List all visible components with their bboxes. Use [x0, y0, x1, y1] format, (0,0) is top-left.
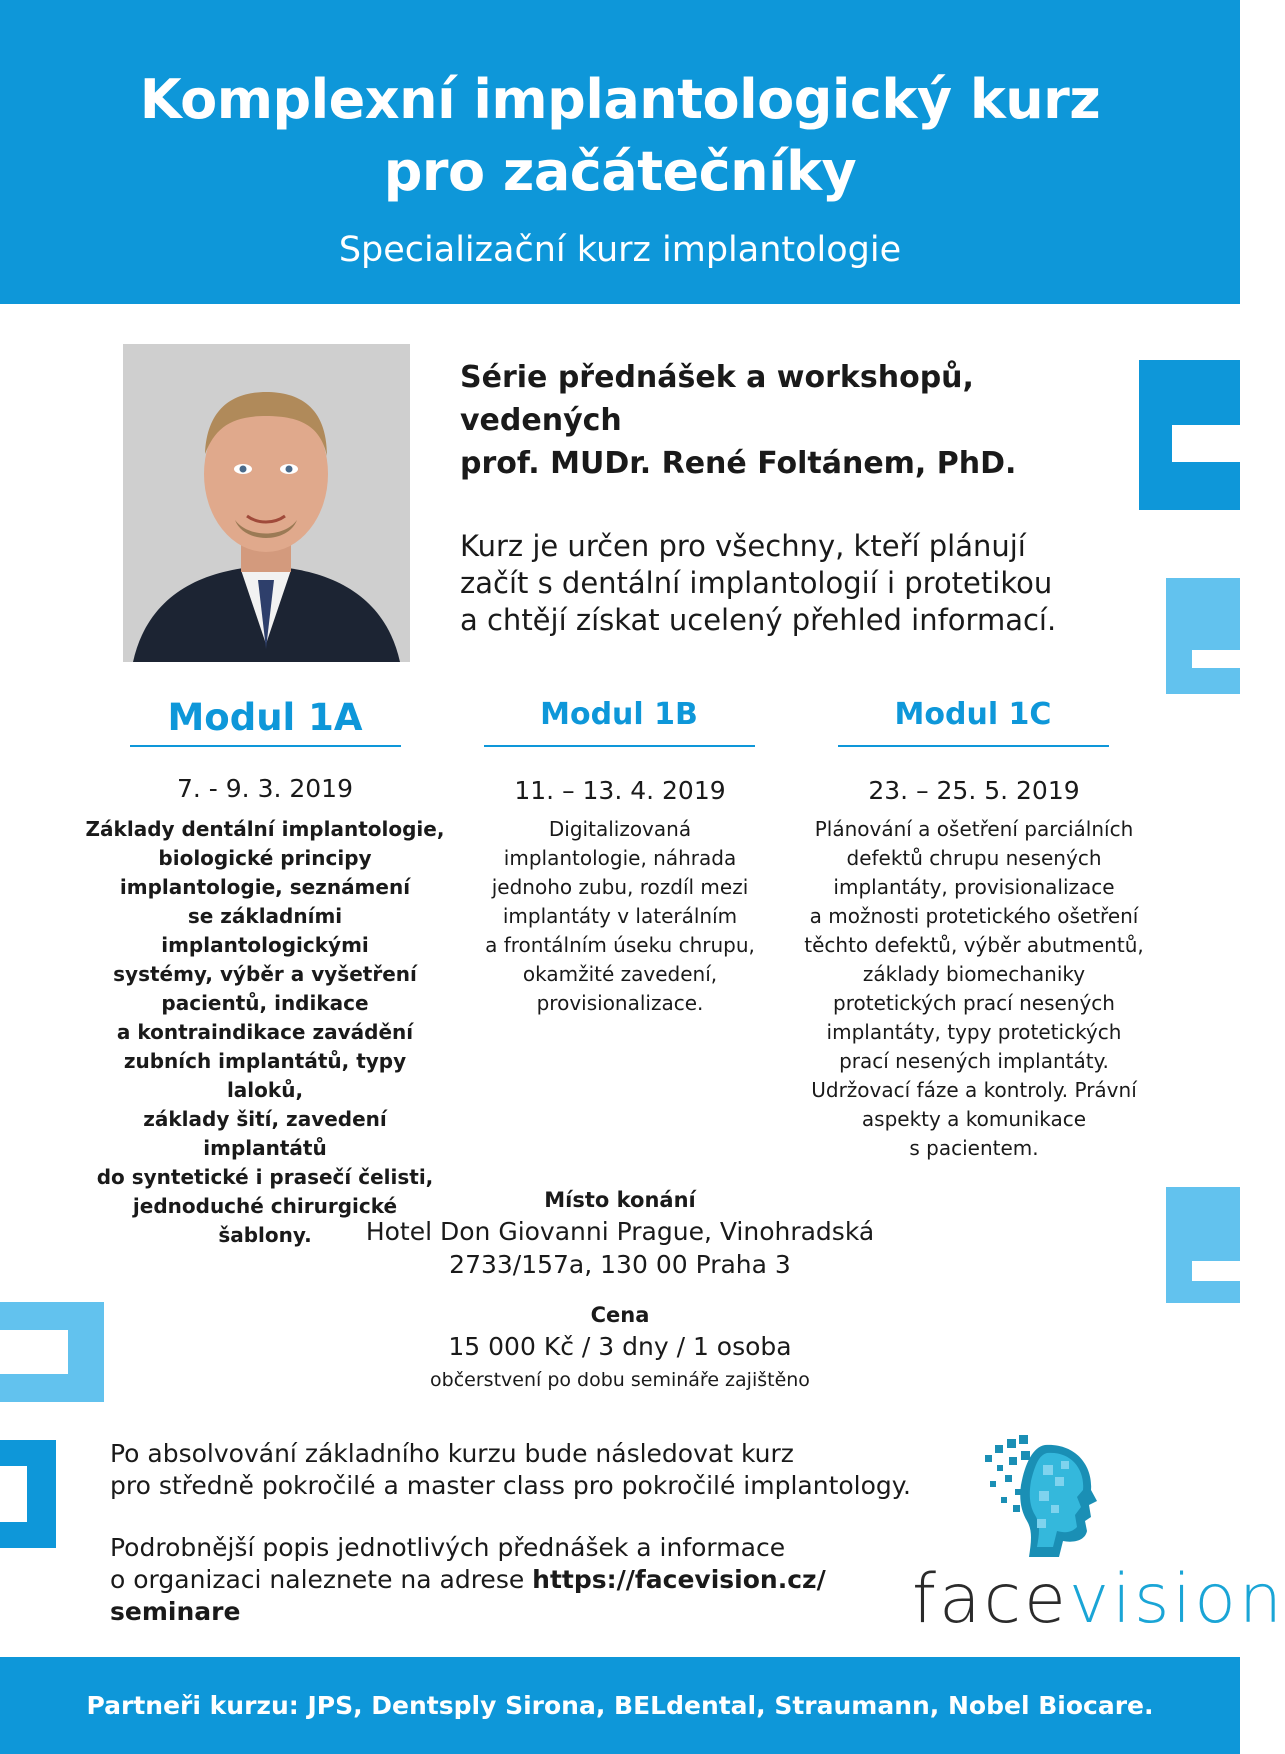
- header-banner: [0, 0, 1240, 304]
- intro-line-1: Kurz je určen pro všechny, kteří plánují: [460, 529, 1026, 563]
- venue-address: [0, 1215, 1240, 1281]
- lecturer-photo: [123, 344, 410, 662]
- module-1c-rule: [838, 745, 1109, 747]
- details-line-2: [110, 1564, 930, 1596]
- logo-vision: vision: [1068, 1560, 1285, 1639]
- page-subtitle: Specializační kurz implantologie: [338, 230, 902, 270]
- module-1c-line: implantáty, typy protetických: [826, 1020, 1122, 1044]
- partners-bar: Partneři kurzu: JPS, Dentsply Sirona, BELdental, Straumann, Nobel Biocare.: [0, 1657, 1240, 1754]
- module-1c-description: [794, 815, 1154, 1163]
- module-1b-line: Digitalizovaná: [548, 817, 692, 841]
- details-line-1: Podrobnější popis jednotlivých přednášek a informace: [110, 1533, 786, 1562]
- followup-line-1: Po absolvování základního kurzu bude následovat kurz: [110, 1439, 794, 1468]
- module-1c-line: implantáty, provisionalizace: [833, 875, 1115, 899]
- module-1a-line: základy šití, zavedení implantátů: [143, 1107, 387, 1160]
- module-1b-rule: [484, 745, 755, 747]
- module-1a-line: jednoduché chirurgické šablony.: [132, 1194, 398, 1247]
- module-1a-rule: [130, 745, 401, 747]
- module-1c-date: 23. – 25. 5. 2019: [868, 776, 1080, 805]
- module-1b-line: a frontálním úseku chrupu,: [485, 933, 755, 957]
- facevision-head-icon: [985, 1435, 1100, 1560]
- intro-bold-line-3: prof. MUDr. René Foltánem, PhD.: [460, 446, 1017, 481]
- module-1a-line: do syntetické i prasečí čelisti,: [96, 1165, 434, 1189]
- module-1c-line: defektů chrupu nesených: [846, 846, 1102, 870]
- facevision-logo: [912, 1560, 1285, 1640]
- module-1a-line: systémy, výběr a vyšetření: [113, 962, 417, 986]
- page-title: [0, 64, 1240, 208]
- module-1a-line: a kontraindikace zavádění: [116, 1020, 414, 1044]
- details-url-part-1[interactable]: https://facevision.cz/: [532, 1565, 826, 1594]
- module-1b-title: Modul 1B: [540, 697, 698, 732]
- module-1b-line: implantologie, náhrada: [503, 846, 737, 870]
- module-1b-date: 11. – 13. 4. 2019: [514, 776, 726, 805]
- intro-line-3: a chtějí získat ucelený přehled informací.: [460, 603, 1057, 637]
- module-1a-line: implantologie, seznámení: [119, 875, 411, 899]
- price-value: 15 000 Kč / 3 dny / 1 osoba: [448, 1332, 792, 1361]
- module-1c-line: protetických prací nesených: [833, 991, 1115, 1015]
- module-1b-line: provisionalizace.: [536, 991, 704, 1015]
- module-1c-line: těchto defektů, výběr abutmentů,: [804, 933, 1144, 957]
- intro-line-2: začít s dentální implantologií i protetikou: [460, 566, 1053, 600]
- module-1c-line: a možnosti protetického ošetření: [809, 904, 1139, 928]
- title-line-1: Komplexní implantologický kurz: [139, 68, 1101, 131]
- decor-block-left-2: [0, 1440, 56, 1548]
- module-1c-line: základy biomechaniky: [862, 962, 1086, 986]
- module-1c-line: aspekty a komunikace: [861, 1107, 1087, 1131]
- module-1a-line: zubních implantátů, typy laloků,: [123, 1049, 407, 1102]
- module-1b-line: okamžité zavedení,: [522, 962, 718, 986]
- venue-label: Místo konání: [544, 1188, 696, 1212]
- module-1a-line: se základními implantologickými: [161, 904, 369, 957]
- logo-face: face: [912, 1560, 1069, 1639]
- followup-line-2: pro středně pokročilé a master class pro pokročilé implantology.: [110, 1471, 911, 1500]
- details-text: [110, 1532, 930, 1628]
- module-1c-title: Modul 1C: [894, 697, 1052, 732]
- venue-line-2: 2733/157a, 130 00 Praha 3: [449, 1250, 791, 1279]
- module-1c-line: Plánování a ošetření parciálních: [814, 817, 1134, 841]
- module-1a-date: 7. - 9. 3. 2019: [177, 774, 353, 803]
- module-1c-line: s pacientem.: [909, 1136, 1039, 1160]
- module-1a-title: Modul 1A: [167, 696, 363, 739]
- intro-bold-line-2: vedených: [460, 403, 622, 438]
- course-intro-text: [460, 528, 1100, 639]
- price-label: Cena: [590, 1303, 650, 1327]
- venue-line-1: Hotel Don Giovanni Prague, Vinohradská: [365, 1217, 875, 1246]
- price-note: občerstvení po dobu semináře zajištěno: [430, 1369, 810, 1391]
- decor-block-right-2: [1166, 578, 1240, 694]
- module-1b-line: implantáty v laterálním: [502, 904, 738, 928]
- title-line-2: pro začátečníky: [383, 140, 857, 203]
- details-url-part-2[interactable]: seminare: [110, 1597, 241, 1626]
- module-1c-line: Udržovací fáze a kontroly. Právní: [811, 1078, 1137, 1102]
- module-1a-line: biologické principy: [158, 846, 372, 870]
- lecture-series-heading: [460, 356, 1100, 485]
- followup-text: [110, 1438, 930, 1502]
- module-1b-line: jednoho zubu, rozdíl mezi: [491, 875, 749, 899]
- decor-block-right-1: [1139, 360, 1240, 510]
- module-1a-line: Základy dentální implantologie,: [85, 817, 445, 841]
- module-1a-line: pacientů, indikace: [161, 991, 369, 1015]
- module-1c-line: prací nesených implantáty.: [839, 1049, 1109, 1073]
- intro-bold-line-1: Série přednášek a workshopů,: [460, 360, 974, 395]
- details-line-3: [110, 1596, 930, 1628]
- module-1b-description: [440, 815, 800, 1018]
- details-line-2-prefix: o organizaci naleznete na adrese: [110, 1565, 533, 1594]
